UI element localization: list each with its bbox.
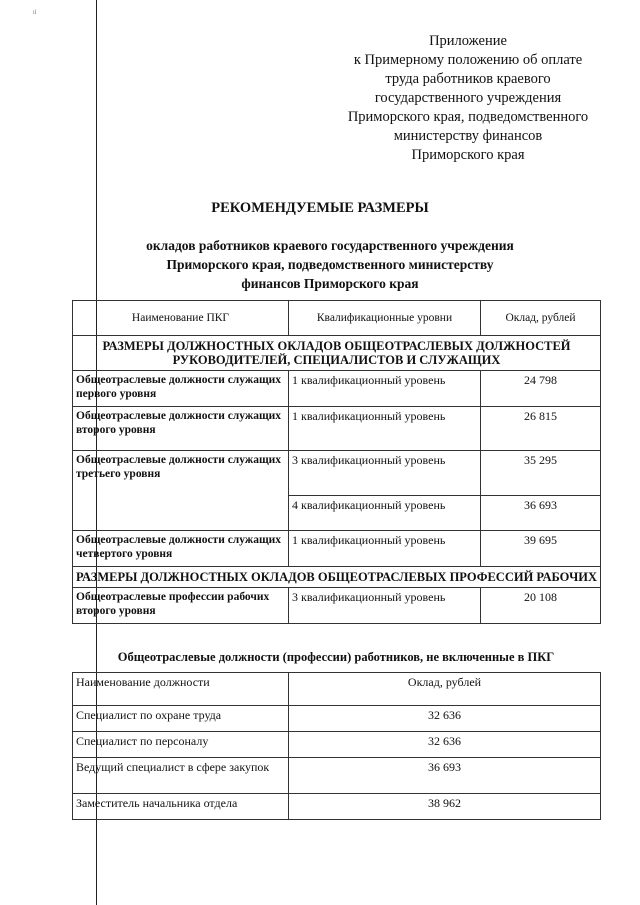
table-row (73, 451, 601, 496)
qualification-level: 3 квалификационный уровень (289, 451, 481, 496)
salary-value: 36 693 (289, 758, 601, 794)
salary-value: 35 295 (481, 451, 601, 496)
group-name: Общеотраслевые должности служащих первого уровня (73, 371, 289, 407)
appendix-line: к Примерному положению об оплате (353, 52, 583, 68)
table-row (73, 794, 601, 820)
group-name: Общеотраслевые должности служащих второго уровня (73, 407, 289, 451)
subtitle-line: окладов работников краевого государственного учреждения (146, 238, 514, 253)
group-name: Общеотраслевые должности служащих третьего уровня (73, 451, 289, 531)
appendix-line: Приморского края (411, 147, 525, 163)
pkg-salary-table (72, 300, 601, 624)
position-name: Специалист по охране труда (73, 706, 289, 732)
document-title: РЕКОМЕНДУЕМЫЕ РАЗМЕРЫ (211, 200, 429, 216)
position-name: Заместитель начальника отдела (73, 794, 289, 820)
section-heading-managers-specialists: РАЗМЕРЫ ДОЛЖНОСТНЫХ ОКЛАДОВ ОБЩЕОТРАСЛЕВЫХ ДОЛЖНОСТЕЙ РУКОВОДИТЕЛЕЙ, СПЕЦИАЛИСТОВ И СЛУЖАЩИХ (73, 336, 601, 371)
table-row (73, 732, 601, 758)
appendix-line: труда работников краевого (385, 71, 551, 87)
position-name: Ведущий специалист в сфере закупок (73, 758, 289, 794)
column-header-salary: Оклад, рублей (289, 673, 601, 706)
appendix-header (318, 32, 618, 165)
appendix-line: государственного учреждения (374, 90, 562, 106)
appendix-line: министерству финансов (393, 128, 543, 144)
group-name: Общеотраслевые профессии рабочих второго уровня (73, 588, 289, 624)
subtitle-line: финансов Приморского края (241, 276, 419, 291)
other-positions-caption: Общеотраслевые должности (профессии) работников, не включенные в ПКГ (117, 650, 555, 664)
table-row (73, 758, 601, 794)
section-heading-workers: РАЗМЕРЫ ДОЛЖНОСТНЫХ ОКЛАДОВ ОБЩЕОТРАСЛЕВЫХ ПРОФЕССИЙ РАБОЧИХ (73, 567, 601, 588)
salary-value: 32 636 (289, 706, 601, 732)
qualification-level: 4 квалификационный уровень (289, 496, 481, 531)
salary-value: 26 815 (481, 407, 601, 451)
section-row (73, 567, 601, 588)
table-row (73, 371, 601, 407)
salary-value: 24 798 (481, 371, 601, 407)
qualification-level: 1 квалификационный уровень (289, 531, 481, 567)
table-header-row (73, 301, 601, 336)
column-header-pkg-name: Наименование ПКГ (73, 301, 289, 336)
column-header-position-name: Наименование должности (73, 673, 289, 706)
position-name: Специалист по персоналу (73, 732, 289, 758)
appendix-line: Приморского края, подведомственного (347, 109, 589, 125)
table-header-row (73, 673, 601, 706)
subtitle-line: Приморского края, подведомственного министерству (166, 257, 494, 272)
qualification-level: 1 квалификационный уровень (289, 371, 481, 407)
table-row (73, 706, 601, 732)
column-header-salary: Оклад, рублей (481, 301, 601, 336)
table-row (73, 531, 601, 567)
column-header-qualification-level: Квалификационные уровни (289, 301, 481, 336)
salary-value: 36 693 (481, 496, 601, 531)
qualification-level: 1 квалификационный уровень (289, 407, 481, 451)
document-subtitle (100, 236, 560, 293)
salary-value: 32 636 (289, 732, 601, 758)
appendix-line: Приложение (429, 33, 507, 49)
group-name: Общеотраслевые должности служащих четвертого уровня (73, 531, 289, 567)
qualification-level: 3 квалификационный уровень (289, 588, 481, 624)
table-row (73, 407, 601, 451)
salary-value: 20 108 (481, 588, 601, 624)
other-positions-table (72, 672, 601, 820)
table-row (73, 588, 601, 624)
salary-value: 38 962 (289, 794, 601, 820)
scan-mark: il (33, 10, 37, 16)
salary-value: 39 695 (481, 531, 601, 567)
section-row (73, 336, 601, 371)
